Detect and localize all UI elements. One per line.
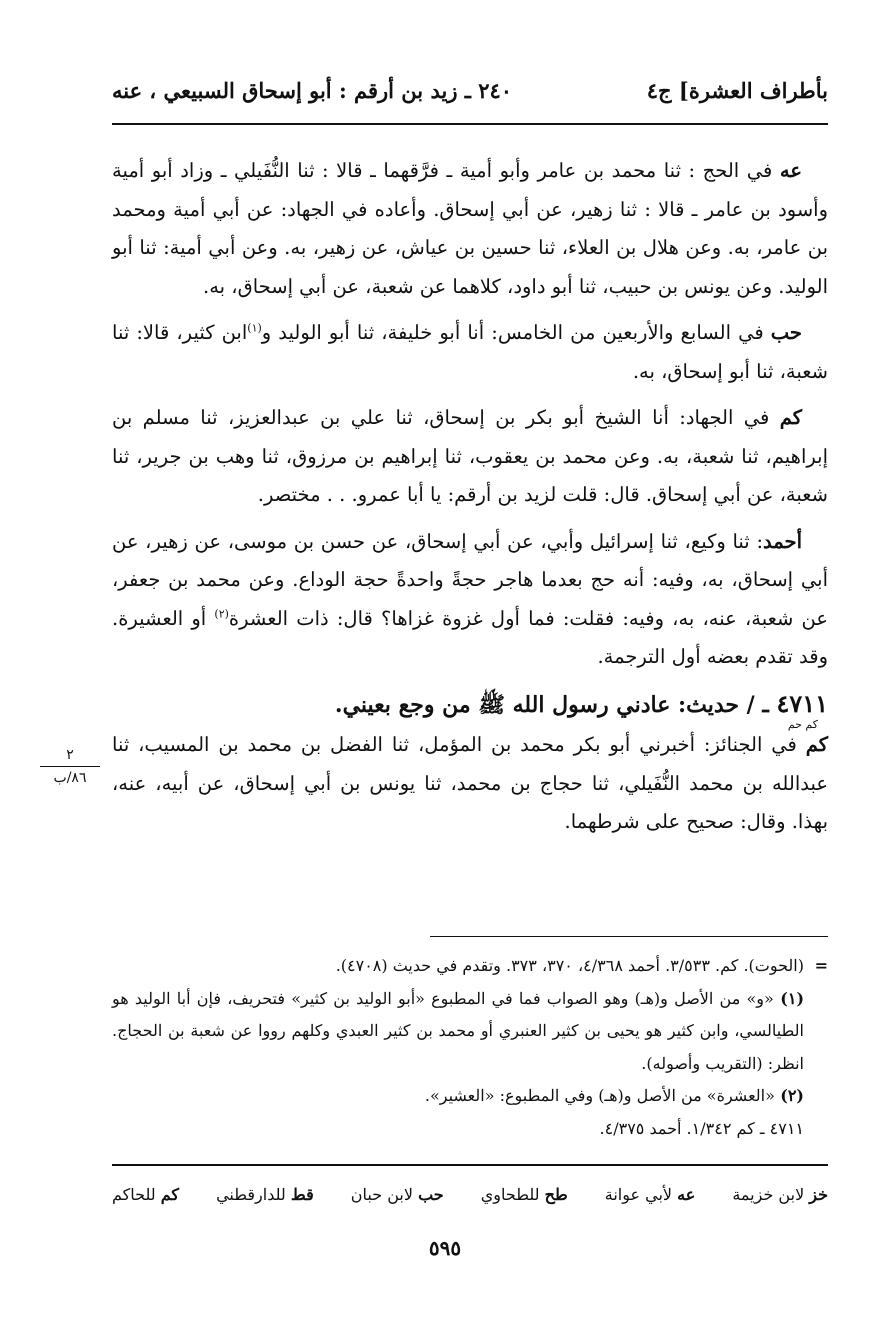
source-code: حب [770,321,802,344]
abbreviation-legend [112,1180,828,1210]
legend-item: كم للحاكم [112,1185,180,1204]
footnote-ref-1[interactable]: (١) [247,321,262,335]
main-text [112,152,828,850]
source-code: كم [805,733,828,756]
source-code: أحمد [763,529,802,553]
paragraph-4 [112,523,828,677]
folio-top: ٢ [66,747,74,763]
footnote-ref-2[interactable]: (٢) [214,607,229,620]
paragraph-text: أو العشيرة. وقد تقدم بعضه أول الترجمة. [112,606,828,668]
legend-item: قط للدارقطني [216,1185,314,1204]
continuation-marker: = [814,956,828,975]
paragraph-text: ابن كثير، قالا: ثنا شعبة، ثنا أبو إسحاق، به. [112,321,828,383]
legend-item: خز لابن خزيمة [732,1185,828,1204]
footnote-marker: (١) [780,988,805,1008]
header-chapter-title: ٢٤٠ ـ زيد بن أرقم : أبو إسحاق السبيعي ، عنه [112,77,513,103]
footnote-reference: ٤٧١١ ـ كم ١/٣٤٢. أحمد ٤/٣٧٥. [599,1118,804,1138]
hadith-text: ـ / حديث: عادني رسول الله ﷺ من وجع بعيني. [334,691,777,718]
footnote-text: «العشرة» من الأصل و(هـ) وفي المطبوع: «العشير». [424,1086,775,1105]
paragraph-text: في الجهاد: أنا الشيخ أبو بكر بن إسحاق، ثنا علي بن عبدالعزيز، ثنا مسلم بن إبراهيم، ثنا شعبة، به. وعن محمد بن يعقوب، ثنا إبراهيم بن مرزوق، ثنا وهب بن جرير، ثنا شعبة، عن أبي إسحاق. قال: قلت لزيد بن أرقم: يا أبا عمرو. . . مختصر. [112,406,828,506]
manuscript-folio-note [34,746,106,787]
footnote-text: (الحوت). كم. ٣/٥٣٣. أحمد ٤/٣٦٨، ٣٧٠، ٣٧٣. وتقدم في حديث (٤٧٠٨). [335,956,804,975]
paragraph-text: في الحج : ثنا محمد بن عامر وأبو أمية ـ فرَّقهما ـ قالا : ثنا النُّفَيلي ـ وزاد أبو أمية وأسود بن عامر ـ قالا : ثنا زهير، عن أبي إسحاق. وأعاده في الجهاد: عن أبي أمية ومحمد بن عامر، به. وعن هلال بن العلاء، ثنا حسين بن عياش، عن زهير، به. وعن أبي أمية: ثنا أبو الوليد. وعن يونس بن حبيب، ثنا أبو داود، كلاهما عن شعبة، عن أبي إسحاق، به. [112,159,828,298]
paragraph-2 [112,314,828,391]
legend-item: طح للطحاوي [480,1185,568,1204]
footnote-1 [112,983,828,1081]
footnote-marker: (٢) [780,1086,804,1105]
paragraph-1 [112,152,828,306]
legend-item: حب لابن حبان [350,1185,444,1204]
paragraph-text: في الجنائز: أخبرني أبو بكر محمد بن المؤمل، ثنا الفضل بن محمد بن المسيب، ثنا عبدالله بن محمد النُّفَيلي، ثنا حجاج بن محمد، ثنا يونس بن أبي إسحاق، عن أبيه، عنه، بهذا. وقال: صحيح على شرطهما. [112,733,828,833]
paragraph-text: : ثنا وكيع، ثنا إسرائيل وأبي، عن أبي إسحاق، عن حسن بن موسى، عن زهير، عن أبي إسحاق، به، وفيه: أنه حج بعدما هاجر حجةً واحدةً حجة الوداع. وعن محمد بن جعفر، عن شعبة، عنه، به، وفيه: فقلت: فما أول غزوة غزاها؟ قال: ذات العشرة [112,529,828,630]
folio-divider [40,766,100,767]
footnote-text: «و» من الأصل و(هـ) وهو الصواب فما في المطبوع «أبو الوليد بن كثير» فتحريف، فإن أبا الوليد هو الطيالسي، وابن كثير هو يحيى بن كثير العنبري أو محمد بن كثير العبدي وكلهم رووا عن شعبة بن الحجاج. انظر: (التقريب وأصوله). [112,988,804,1073]
legend-divider [112,1164,828,1166]
source-code: عه [779,159,802,182]
folio-bottom: ٨٦/ب [53,770,87,786]
footnote-continuation [112,950,828,983]
header-volume-title: بأطراف العشرة] ج٤ [646,77,828,103]
hadith-number: ٤٧١١ [776,688,828,718]
header-divider [112,123,828,125]
running-header [112,70,828,110]
footnotes [112,950,828,1145]
source-code: كم [779,406,802,429]
paragraph-5 [112,726,828,842]
footnote-2 [112,1080,828,1113]
paragraph-text: في السابع والأربعين من الخامس: أنا أبو خليفة، ثنا أبو الوليد و [261,321,771,344]
page-number: ٥٩٥ [428,1236,462,1260]
interlinear-note: كم حم [787,718,818,731]
footnote-divider [430,936,828,937]
paragraph-3 [112,399,828,515]
legend-item: عه لأبي عوانة [604,1185,696,1204]
